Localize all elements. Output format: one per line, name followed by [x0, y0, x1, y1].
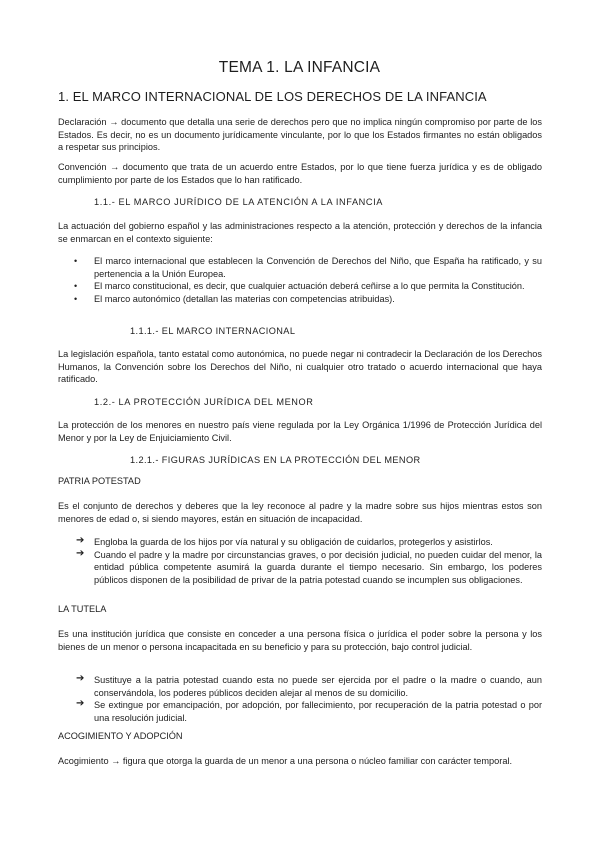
section-1-1-1-heading: 1.1.1.- EL MARCO INTERNACIONAL [130, 326, 296, 336]
declaracion-paragraph: Declaración → documento que detalla una serie de derechos pero que no implica ningún compromiso por parte de los Estados. Es decir, no es un documento jurídicamente vinculante, por lo que los Estados firmantes no están obligados a respetar sus principios. [58, 117, 542, 153]
list-item [58, 280, 542, 293]
list-item-text: El marco autonómico (detallan las materias con competencias atribuidas). [94, 293, 395, 304]
bullet-icon: • [74, 256, 78, 266]
section-1-2-heading: 1.2.- LA PROTECCIÓN JURÍDICA DEL MENOR [94, 397, 314, 407]
section-1-1-bullet-list [58, 255, 542, 305]
section-1-2-paragraph: La protección de los menores en nuestro país viene regulada por la Ley Orgánica 1/1996 de Protección Jurídica del Menor y por la Ley de Enjuiciamiento Civil. [58, 420, 542, 443]
bullet-icon: • [74, 293, 78, 304]
arrow-right-icon: ➔ [76, 535, 85, 546]
list-item [58, 699, 542, 724]
list-item-text: El marco constitucional, es decir, que cualquier actuación deberá ceñirse a lo que permita la Constitución. [94, 281, 525, 292]
arrow-right-icon: ➔ [76, 698, 85, 710]
list-item [58, 293, 542, 306]
patria-potestad-arrow-list [58, 536, 542, 586]
acogimiento-heading: ACOGIMIENTO Y ADOPCIÓN [58, 731, 183, 741]
list-item-text: Cuando el padre y la madre por circunstancias graves, o por decisión judicial, no pueden cuidar del menor, la entidad pública competente asumirá la guarda durante el tiempo necesario. Sin embargo, los poderes públicos disponen de la posibilidad de privar de la patria potestad cuando se incumplen sus obligaciones. [94, 549, 542, 585]
section-1-1-intro: La actuación del gobierno español y las administraciones respecto a la atención, protección y derechos de la infancia se enmarcan en el contexto siguiente: [58, 221, 542, 244]
tutela-arrow-list [58, 674, 542, 724]
list-item-text: Sustituye a la patria potestad cuando esta no puede ser ejercida por el padre o la madre o cuando, aun conservándola, los poderes públicos deciden alejar al menos de su domicilio. [94, 675, 542, 698]
section-1-2-1-heading: 1.2.1.- FIGURAS JURÍDICAS EN LA PROTECCIÓN DEL MENOR [130, 455, 421, 465]
arrow-right-icon: ➔ [76, 547, 85, 559]
convencion-paragraph: Convención → documento que trata de un acuerdo entre Estados, por lo que tiene fuerza jurídica y es de obligado cumplimiento por parte de los Estados que lo han ratificado. [58, 162, 542, 185]
list-item [58, 536, 542, 549]
list-item [58, 674, 542, 699]
tutela-heading: LA TUTELA [58, 604, 107, 614]
document-title: TEMA 1. LA INFANCIA [218, 59, 381, 76]
section-1-1-heading: 1.1.- EL MARCO JURÍDICO DE LA ATENCIÓN A LA INFANCIA [94, 197, 384, 207]
list-item-text: El marco internacional que establecen la Convención de Derechos del Niño, que España ha ratificado, y su pertenencia a la Unión Europea. [94, 256, 542, 279]
patria-potestad-paragraph: Es el conjunto de derechos y deberes que la ley reconoce al padre y la madre sobre sus hijos mientras estos son menores de edad o, si siendo mayores, están en situación de incapacidad. [58, 501, 542, 524]
list-item [58, 549, 542, 587]
section-1-heading: 1. EL MARCO INTERNACIONAL DE LOS DERECHOS DE LA INFANCIA [58, 89, 487, 104]
list-item-text: Engloba la guarda de los hijos por vía natural y su obligación de cuidarlos, protegerlos y asistirlos. [94, 537, 493, 547]
bullet-icon: • [74, 281, 78, 292]
acogimiento-paragraph: Acogimiento → figura que otorga la guarda de un menor a una persona o núcleo familiar con carácter temporal. [58, 756, 513, 766]
section-1-1-1-paragraph: La legislación española, tanto estatal como autonómica, no puede negar ni contradecir la Declaración de los Derechos Humanos, la Convención sobre los Derechos del Niño, ni cualquier otro tratado o acuerdo internacional que haya ratificado. [58, 349, 542, 385]
list-item [58, 255, 542, 280]
patria-potestad-heading: PATRIA POTESTAD [58, 476, 141, 486]
arrow-right-icon: ➔ [76, 673, 85, 684]
list-item-text: Se extingue por emancipación, por adopción, por fallecimiento, por recuperación de la patria potestad o por una resolución judicial. [94, 700, 542, 723]
tutela-paragraph: Es una institución jurídica que consiste en conceder a una persona física o jurídica el poder sobre la persona y los bienes de un menor o persona incapacitada en su beneficio y para su protección, bajo control judicial. [58, 629, 542, 652]
